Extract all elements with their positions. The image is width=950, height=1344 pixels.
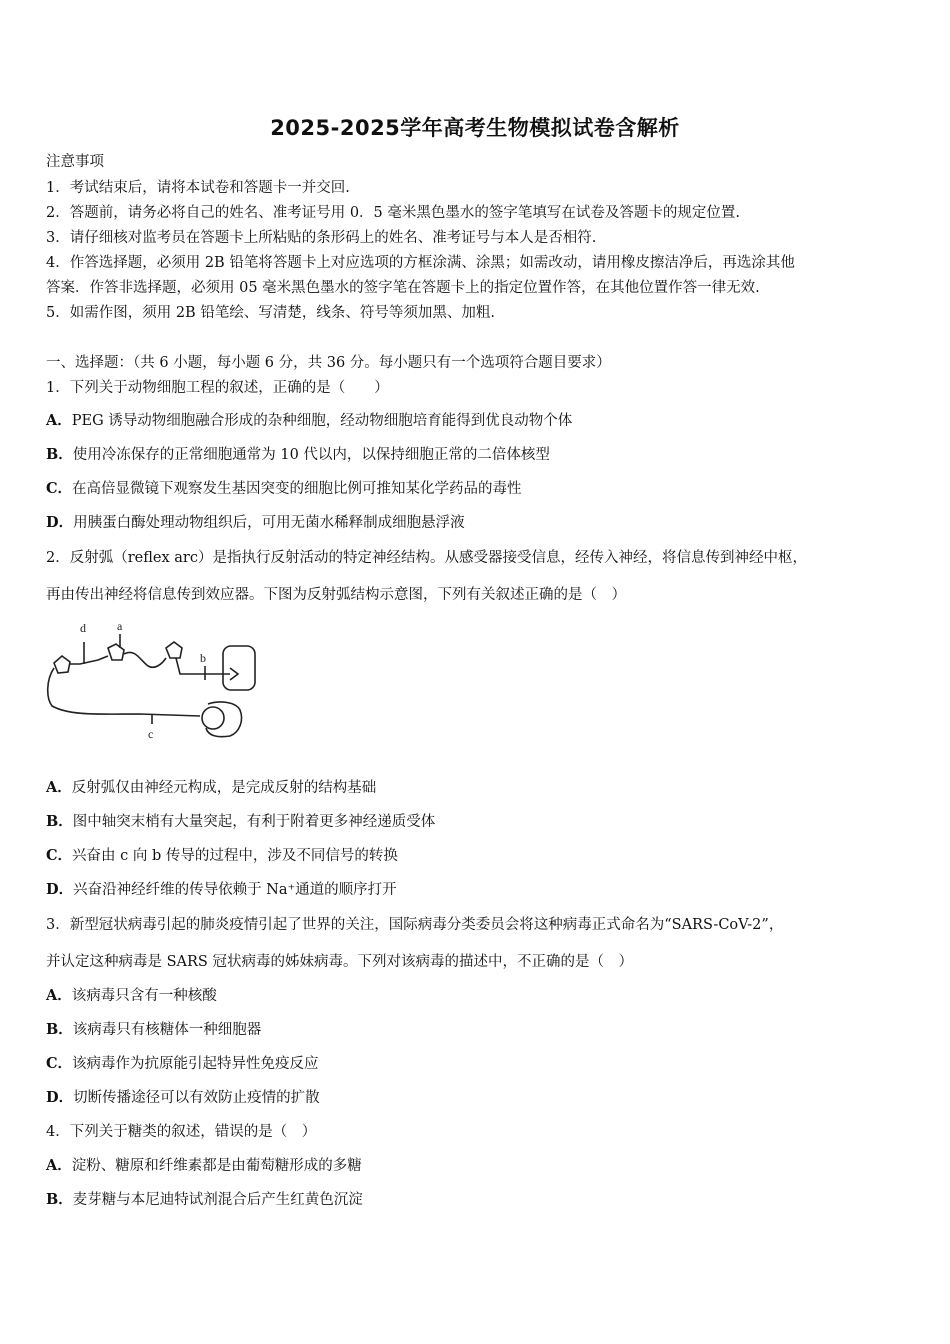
option-text: 图中轴突末梢有大量突起，有利于附着更多神经递质受体 — [72, 814, 436, 830]
option-letter: D． — [46, 1089, 74, 1106]
option-letter: A． — [46, 779, 72, 796]
receptor-circle — [202, 707, 224, 729]
notice-item: 2．答题前，请务必将自己的姓名、准考证号用 0．5 毫米黑色墨水的签字笔填写在试卷及答题卡的规定位置. — [46, 205, 740, 221]
question-4-option-a — [46, 1154, 362, 1175]
question-3-stem-line2: 并认定这种病毒是 SARS 冠状病毒的姊妹病毒。下列对该病毒的描述中，不正确的是（ ） — [46, 954, 633, 970]
option-text: 该病毒只含有一种核酸 — [71, 988, 217, 1004]
option-text: 用胰蛋白酶处理动物组织后，可用无菌水稀释制成细胞悬浮液 — [73, 515, 465, 531]
option-text: 淀粉、糖原和纤维素都是由葡萄糖形成的多糖 — [71, 1158, 362, 1174]
option-text: 麦芽糖与本尼迪特试剂混合后产生红黄色沉淀 — [72, 1192, 363, 1208]
question-1-option-a — [46, 409, 572, 430]
question-2-option-c — [46, 844, 398, 865]
option-letter: C． — [46, 847, 73, 864]
option-text: 兴奋由 c 向 b 传导的过程中，涉及不同信号的转换 — [72, 848, 398, 864]
option-letter: A． — [46, 1157, 72, 1174]
option-letter: C． — [46, 1055, 73, 1072]
label-c: c — [148, 727, 154, 741]
question-1-option-b — [46, 443, 550, 464]
question-4-option-b — [46, 1188, 363, 1209]
option-letter: D． — [46, 514, 74, 531]
option-text: 该病毒作为抗原能引起特异性免疫反应 — [72, 1056, 319, 1072]
question-2-stem-line1: 2．反射弧（reflex arc）是指执行反射活动的特定神经结构。从感受器接受信息，经传入神经，将信息传到神经中枢， — [46, 550, 807, 566]
question-4-stem: 4．下列关于糖类的叙述，错误的是（ ） — [46, 1124, 317, 1140]
notice-item: 1．考试结束后，请将本试卷和答题卡一并交回. — [46, 180, 350, 196]
neuron-cell-body — [166, 642, 182, 658]
nerve-fiber-afferent — [48, 668, 200, 716]
option-text: 该病毒只有核糖体一种细胞器 — [72, 1022, 262, 1038]
label-d: d — [80, 621, 86, 635]
notice-item: 3．请仔细核对监考员在答题卡上所粘贴的条形码上的姓名、准考证号与本人是否相符. — [46, 230, 597, 246]
question-1-option-d — [46, 511, 465, 532]
option-text: PEG 诱导动物细胞融合形成的杂种细胞，经动物细胞培育能得到优良动物个体 — [71, 413, 573, 429]
option-letter: B． — [46, 1021, 73, 1038]
option-text: 切断传播途径可以有效防止疫情的扩散 — [73, 1090, 320, 1106]
page-title: 2025-2025学年高考生物模拟试卷含解析 — [270, 116, 680, 140]
option-text: 使用冷冻保存的正常细胞通常为 10 代以内，以保持细胞正常的二倍体核型 — [72, 447, 550, 463]
option-text: 反射弧仅由神经元构成，是完成反射的结构基础 — [71, 780, 377, 796]
option-letter: A． — [46, 987, 72, 1004]
option-letter: B． — [46, 813, 73, 830]
label-b: b — [200, 651, 206, 665]
label-a: a — [117, 619, 123, 633]
question-1-stem: 1．下列关于动物细胞工程的叙述，正确的是（ ） — [46, 380, 389, 396]
option-text: 在高倍显微镜下观察发生基因突变的细胞比例可推知某化学药品的毒性 — [72, 481, 522, 497]
question-1-option-c — [46, 477, 522, 498]
question-3-option-b — [46, 1018, 261, 1039]
neuron-cell-body — [108, 644, 124, 660]
question-2-stem-line2: 再由传出神经将信息传到效应器。下图为反射弧结构示意图，下列有关叙述正确的是（ ） — [46, 587, 626, 603]
notice-item: 5．如需作图，须用 2B 铅笔绘、写清楚，线条、符号等须加黑、加粗. — [46, 305, 495, 321]
question-3-option-c — [46, 1052, 319, 1073]
notice-item: 4．作答选择题，必须用 2B 铅笔将答题卡上对应选项的方框涂满、涂黑；如需改动，请用橡皮擦洁净后，再选涂其他 — [46, 255, 795, 271]
option-letter: B． — [46, 446, 73, 463]
question-2-option-d — [46, 878, 397, 899]
reflex-arc-diagram — [40, 618, 270, 753]
option-letter: B． — [46, 1191, 73, 1208]
section-heading: 一、选择题：（共 6 小题，每小题 6 分，共 36 分。每小题只有一个选项符合题目要求） — [46, 355, 611, 371]
question-2-option-a — [46, 776, 376, 797]
question-2-option-b — [46, 810, 435, 831]
option-text: 兴奋沿神经纤维的传导依赖于 Na⁺通道的顺序打开 — [73, 882, 397, 898]
question-3-stem-line1: 3．新型冠状病毒引起的肺炎疫情引起了世界的关注，国际病毒分类委员会将这种病毒正式命名为“SARS-CoV-2”， — [46, 917, 784, 933]
neuron-cell-body — [54, 656, 70, 673]
question-3-option-d — [46, 1086, 320, 1107]
question-3-option-a — [46, 984, 217, 1005]
option-letter: D． — [46, 881, 74, 898]
option-letter: C． — [46, 480, 73, 497]
notice-item: 答案．作答非选择题，必须用 05 毫米黑色墨水的签字笔在答题卡上的指定位置作答，在其他位置作答一律无效. — [46, 280, 760, 296]
notice-heading: 注意事项 — [46, 154, 104, 170]
effector-box — [223, 646, 255, 690]
option-letter: A． — [46, 412, 72, 429]
